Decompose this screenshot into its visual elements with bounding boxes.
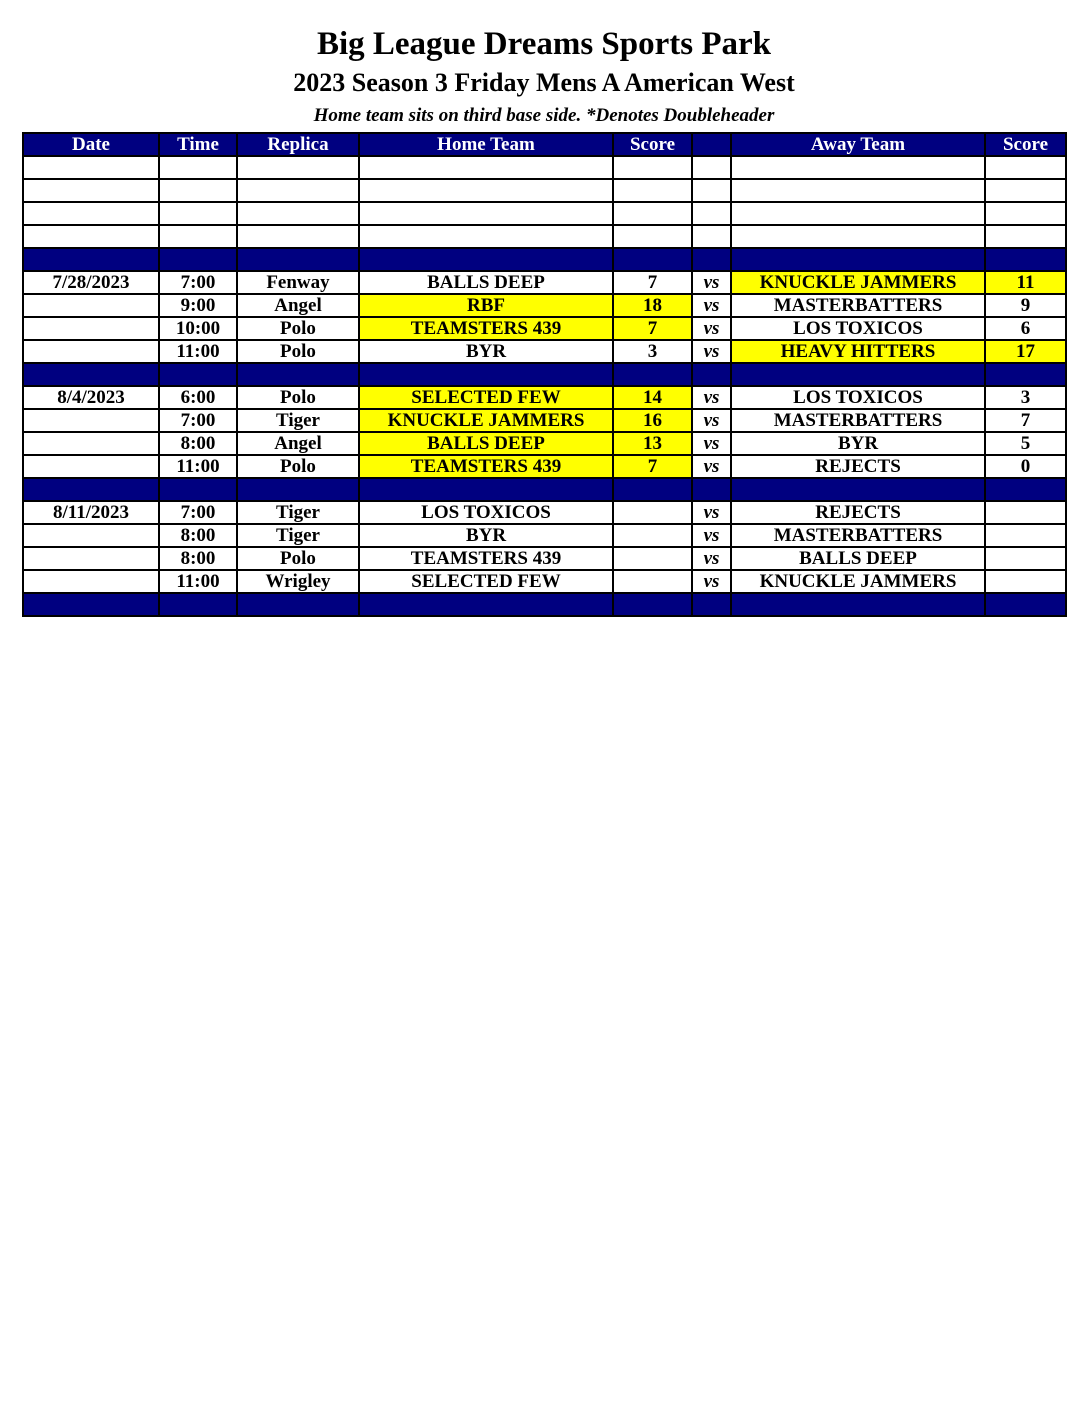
replica-cell: Angel bbox=[237, 294, 359, 317]
home-score-cell bbox=[613, 593, 692, 616]
away-score-cell: 11 bbox=[985, 271, 1066, 294]
away-team-cell: MASTERBATTERS bbox=[731, 294, 985, 317]
home-score-cell: 7 bbox=[613, 271, 692, 294]
home-score-cell: 14 bbox=[613, 386, 692, 409]
home-team-cell: SELECTED FEW bbox=[359, 386, 613, 409]
game-row bbox=[23, 317, 1066, 340]
blank-row bbox=[23, 225, 1066, 248]
time-cell bbox=[159, 202, 237, 225]
date-cell bbox=[23, 202, 159, 225]
time-cell: 9:00 bbox=[159, 294, 237, 317]
date-cell bbox=[23, 524, 159, 547]
game-row bbox=[23, 340, 1066, 363]
game-row bbox=[23, 294, 1066, 317]
time-cell: 10:00 bbox=[159, 317, 237, 340]
home-score-cell bbox=[613, 156, 692, 179]
vs-cell: vs bbox=[692, 570, 731, 593]
column-header-away-team: Away Team bbox=[731, 133, 985, 156]
schedule-body bbox=[23, 156, 1066, 616]
vs-cell: vs bbox=[692, 409, 731, 432]
date-cell bbox=[23, 478, 159, 501]
game-row bbox=[23, 432, 1066, 455]
home-team-cell: KNUCKLE JAMMERS bbox=[359, 409, 613, 432]
away-team-cell bbox=[731, 363, 985, 386]
away-score-cell bbox=[985, 501, 1066, 524]
home-team-cell: RBF bbox=[359, 294, 613, 317]
replica-cell: Polo bbox=[237, 547, 359, 570]
away-score-cell: 5 bbox=[985, 432, 1066, 455]
home-score-cell: 16 bbox=[613, 409, 692, 432]
date-cell bbox=[23, 294, 159, 317]
time-cell: 11:00 bbox=[159, 570, 237, 593]
date-cell bbox=[23, 363, 159, 386]
vs-cell: vs bbox=[692, 386, 731, 409]
separator-row bbox=[23, 363, 1066, 386]
time-cell: 11:00 bbox=[159, 340, 237, 363]
vs-cell bbox=[692, 363, 731, 386]
vs-cell bbox=[692, 225, 731, 248]
date-cell bbox=[23, 409, 159, 432]
away-team-cell: LOS TOXICOS bbox=[731, 386, 985, 409]
date-cell bbox=[23, 179, 159, 202]
time-cell bbox=[159, 156, 237, 179]
home-score-cell bbox=[613, 501, 692, 524]
replica-cell: Wrigley bbox=[237, 570, 359, 593]
away-team-cell: MASTERBATTERS bbox=[731, 409, 985, 432]
replica-cell bbox=[237, 248, 359, 271]
away-team-cell bbox=[731, 225, 985, 248]
time-cell bbox=[159, 593, 237, 616]
time-cell bbox=[159, 225, 237, 248]
column-header-home-team: Home Team bbox=[359, 133, 613, 156]
away-score-cell: 0 bbox=[985, 455, 1066, 478]
away-score-cell bbox=[985, 593, 1066, 616]
date-cell bbox=[23, 547, 159, 570]
column-header-replica: Replica bbox=[237, 133, 359, 156]
replica-cell: Tiger bbox=[237, 409, 359, 432]
time-cell: 8:00 bbox=[159, 432, 237, 455]
blank-row bbox=[23, 156, 1066, 179]
replica-cell bbox=[237, 202, 359, 225]
separator-row bbox=[23, 593, 1066, 616]
home-score-cell: 3 bbox=[613, 340, 692, 363]
home-score-cell bbox=[613, 570, 692, 593]
date-cell bbox=[23, 156, 159, 179]
home-team-cell: BALLS DEEP bbox=[359, 271, 613, 294]
home-score-cell bbox=[613, 248, 692, 271]
replica-cell bbox=[237, 225, 359, 248]
replica-cell: Tiger bbox=[237, 501, 359, 524]
replica-cell bbox=[237, 156, 359, 179]
vs-cell bbox=[692, 593, 731, 616]
home-score-cell: 7 bbox=[613, 317, 692, 340]
home-score-cell bbox=[613, 363, 692, 386]
vs-cell: vs bbox=[692, 501, 731, 524]
game-row bbox=[23, 455, 1066, 478]
replica-cell: Angel bbox=[237, 432, 359, 455]
vs-cell bbox=[692, 248, 731, 271]
replica-cell: Fenway bbox=[237, 271, 359, 294]
away-team-cell bbox=[731, 593, 985, 616]
header-row bbox=[23, 133, 1066, 156]
away-score-cell: 3 bbox=[985, 386, 1066, 409]
home-score-cell bbox=[613, 478, 692, 501]
home-team-cell: TEAMSTERS 439 bbox=[359, 317, 613, 340]
vs-cell: vs bbox=[692, 547, 731, 570]
away-team-cell bbox=[731, 248, 985, 271]
away-team-cell: HEAVY HITTERS bbox=[731, 340, 985, 363]
home-score-cell: 13 bbox=[613, 432, 692, 455]
home-team-cell bbox=[359, 156, 613, 179]
vs-cell: vs bbox=[692, 432, 731, 455]
away-score-cell bbox=[985, 225, 1066, 248]
replica-cell bbox=[237, 593, 359, 616]
home-score-cell: 18 bbox=[613, 294, 692, 317]
home-team-cell: TEAMSTERS 439 bbox=[359, 455, 613, 478]
away-score-cell bbox=[985, 179, 1066, 202]
away-score-cell: 9 bbox=[985, 294, 1066, 317]
time-cell: 7:00 bbox=[159, 271, 237, 294]
separator-row bbox=[23, 478, 1066, 501]
home-score-cell bbox=[613, 547, 692, 570]
away-score-cell bbox=[985, 570, 1066, 593]
blank-row bbox=[23, 179, 1066, 202]
home-team-cell bbox=[359, 225, 613, 248]
game-row bbox=[23, 501, 1066, 524]
home-team-cell bbox=[359, 593, 613, 616]
page-subtitle: 2023 Season 3 Friday Mens A American West bbox=[293, 68, 795, 97]
away-score-cell: 7 bbox=[985, 409, 1066, 432]
column-header-vs bbox=[692, 133, 731, 156]
away-team-cell: REJECTS bbox=[731, 501, 985, 524]
game-row bbox=[23, 524, 1066, 547]
date-cell bbox=[23, 570, 159, 593]
home-team-cell: BYR bbox=[359, 524, 613, 547]
vs-cell: vs bbox=[692, 340, 731, 363]
away-score-cell bbox=[985, 202, 1066, 225]
column-header-date: Date bbox=[23, 133, 159, 156]
vs-cell bbox=[692, 156, 731, 179]
vs-cell bbox=[692, 478, 731, 501]
game-row bbox=[23, 386, 1066, 409]
away-score-cell bbox=[985, 478, 1066, 501]
date-cell: 8/4/2023 bbox=[23, 386, 159, 409]
away-team-cell: MASTERBATTERS bbox=[731, 524, 985, 547]
vs-cell: vs bbox=[692, 524, 731, 547]
away-score-cell bbox=[985, 547, 1066, 570]
home-team-cell bbox=[359, 202, 613, 225]
home-team-cell: BALLS DEEP bbox=[359, 432, 613, 455]
home-team-cell bbox=[359, 248, 613, 271]
away-score-cell bbox=[985, 363, 1066, 386]
home-score-cell bbox=[613, 524, 692, 547]
replica-cell: Tiger bbox=[237, 524, 359, 547]
home-score-cell bbox=[613, 179, 692, 202]
separator-row bbox=[23, 248, 1066, 271]
replica-cell: Polo bbox=[237, 340, 359, 363]
home-team-cell: TEAMSTERS 439 bbox=[359, 547, 613, 570]
replica-cell bbox=[237, 179, 359, 202]
time-cell: 8:00 bbox=[159, 524, 237, 547]
replica-cell bbox=[237, 478, 359, 501]
away-team-cell bbox=[731, 202, 985, 225]
away-score-cell bbox=[985, 248, 1066, 271]
date-cell bbox=[23, 248, 159, 271]
home-score-cell bbox=[613, 225, 692, 248]
vs-cell: vs bbox=[692, 271, 731, 294]
date-cell: 7/28/2023 bbox=[23, 271, 159, 294]
date-cell bbox=[23, 432, 159, 455]
column-header-time: Time bbox=[159, 133, 237, 156]
vs-cell bbox=[692, 179, 731, 202]
away-team-cell: BYR bbox=[731, 432, 985, 455]
away-team-cell: BALLS DEEP bbox=[731, 547, 985, 570]
home-team-cell bbox=[359, 478, 613, 501]
schedule-note: Home team sits on third base side. *Denotes Doubleheader bbox=[313, 105, 775, 126]
time-cell: 8:00 bbox=[159, 547, 237, 570]
time-cell: 11:00 bbox=[159, 455, 237, 478]
replica-cell: Polo bbox=[237, 455, 359, 478]
time-cell: 7:00 bbox=[159, 501, 237, 524]
away-team-cell: REJECTS bbox=[731, 455, 985, 478]
away-team-cell bbox=[731, 179, 985, 202]
column-header-away-score: Score bbox=[985, 133, 1066, 156]
vs-cell bbox=[692, 202, 731, 225]
vs-cell: vs bbox=[692, 294, 731, 317]
time-cell bbox=[159, 179, 237, 202]
home-team-cell: LOS TOXICOS bbox=[359, 501, 613, 524]
away-team-cell: KNUCKLE JAMMERS bbox=[731, 271, 985, 294]
away-score-cell: 6 bbox=[985, 317, 1066, 340]
away-score-cell: 17 bbox=[985, 340, 1066, 363]
time-cell bbox=[159, 478, 237, 501]
replica-cell bbox=[237, 363, 359, 386]
time-cell: 6:00 bbox=[159, 386, 237, 409]
home-team-cell bbox=[359, 179, 613, 202]
schedule-table bbox=[22, 132, 1067, 617]
away-team-cell bbox=[731, 478, 985, 501]
away-score-cell bbox=[985, 524, 1066, 547]
blank-row bbox=[23, 202, 1066, 225]
replica-cell: Polo bbox=[237, 386, 359, 409]
date-cell bbox=[23, 225, 159, 248]
vs-cell: vs bbox=[692, 317, 731, 340]
game-row bbox=[23, 271, 1066, 294]
home-team-cell bbox=[359, 363, 613, 386]
time-cell: 7:00 bbox=[159, 409, 237, 432]
date-cell bbox=[23, 593, 159, 616]
away-team-cell: LOS TOXICOS bbox=[731, 317, 985, 340]
date-cell bbox=[23, 455, 159, 478]
away-team-cell: KNUCKLE JAMMERS bbox=[731, 570, 985, 593]
home-score-cell: 7 bbox=[613, 455, 692, 478]
home-score-cell bbox=[613, 202, 692, 225]
home-team-cell: BYR bbox=[359, 340, 613, 363]
date-cell bbox=[23, 340, 159, 363]
game-row bbox=[23, 409, 1066, 432]
column-header-home-score: Score bbox=[613, 133, 692, 156]
time-cell bbox=[159, 363, 237, 386]
game-row bbox=[23, 547, 1066, 570]
page-title: Big League Dreams Sports Park bbox=[316, 26, 772, 62]
date-cell bbox=[23, 317, 159, 340]
game-row bbox=[23, 570, 1066, 593]
away-score-cell bbox=[985, 156, 1066, 179]
time-cell bbox=[159, 248, 237, 271]
home-team-cell: SELECTED FEW bbox=[359, 570, 613, 593]
replica-cell: Polo bbox=[237, 317, 359, 340]
date-cell: 8/11/2023 bbox=[23, 501, 159, 524]
vs-cell: vs bbox=[692, 455, 731, 478]
away-team-cell bbox=[731, 156, 985, 179]
